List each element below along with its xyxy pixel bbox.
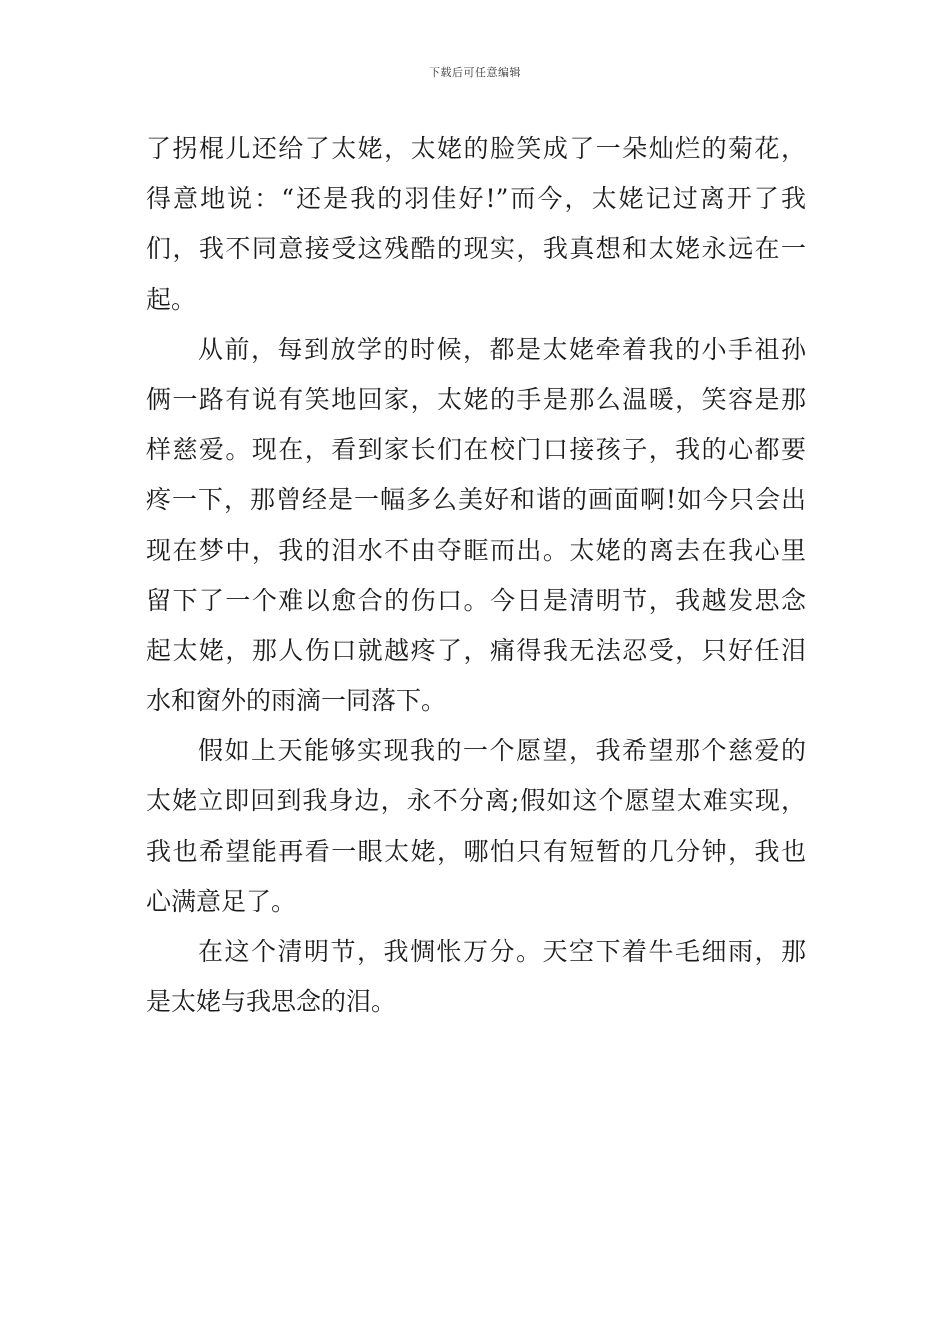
text-line: 是太姥与我思念的泪。 [146,987,397,1017]
document-body [146,124,806,1027]
text-line: 现在梦中，我的泪水不由夺眶而出。太姥的离去在我心里 [146,535,806,565]
text-line: 我也希望能再看一眼太姥，哪怕只有短暂的几分钟，我也 [146,836,806,866]
text-line: 太姥立即回到我身边，永不分离;假如这个愿望太难实现， [146,786,806,816]
text-line: 水和窗外的雨滴一同落下。 [146,686,447,716]
paragraph-start-line: 从前，每到放学的时候，都是太姥牵着我的小手祖孙 [198,334,806,364]
text-line: 了拐棍儿还给了太姥，太姥的脸笑成了一朵灿烂的菊花， [146,134,806,163]
text-line: 俩一路有说有笑地回家，太姥的手是那么温暖，笑容是那 [146,384,806,414]
text-line: 得意地说：“还是我的羽佳好!”而今，太姥记过离开了我 [146,184,806,214]
text-line: 起太姥，那人伤口就越疼了，痛得我无法忍受，只好任泪 [146,635,806,665]
paragraph-start-line: 假如上天能够实现我的一个愿望，我希望那个慈爱的 [198,736,806,766]
text-line: 心满意足了。 [146,886,297,916]
paragraph-start-line: 在这个清明节，我惆怅万分。天空下着牛毛细雨，那 [198,937,806,966]
text-line: 留下了一个难以愈合的伤口。今日是清明节，我越发思念 [146,585,806,615]
text-line: 样慈爱。现在，看到家长们在校门口接孩子，我的心都要 [146,435,806,465]
text-line: 起。 [146,284,197,314]
text-line: 们，我不同意接受这残酷的现实，我真想和太姥永远在一 [146,234,806,264]
page-header: 下载后可任意编辑 [429,66,521,79]
text-line: 疼一下，那曾经是一幅多么美好和谐的画面啊!如今只会出 [146,485,806,515]
